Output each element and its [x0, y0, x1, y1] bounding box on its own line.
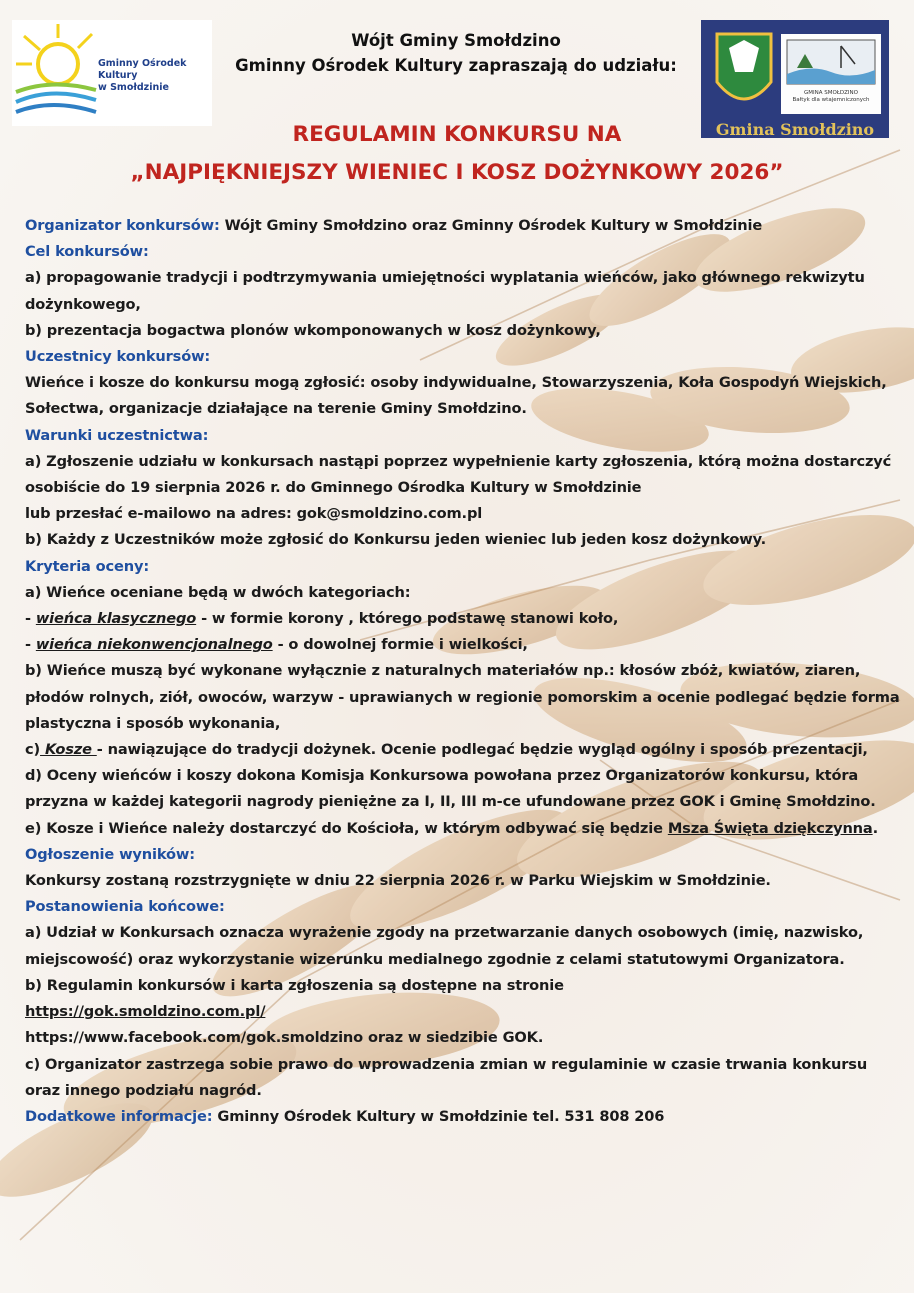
invitation-header	[210, 28, 702, 78]
organizer-paragraph	[25, 213, 900, 239]
criteria-a1-term: wieńca klasycznego	[35, 610, 197, 628]
info-paragraph	[25, 1104, 900, 1130]
gmina-caption: Gmina Smołdzino	[715, 120, 875, 139]
criteria-c-prefix: c)	[25, 741, 41, 759]
criteria-c-term: Kosze	[40, 741, 97, 759]
landscape-icon	[781, 34, 881, 88]
organizer-label: Organizator konkursów:	[25, 217, 220, 234]
criteria-b: b) Wieńce muszą być wykonane wyłącznie z naturalnych materiałów np.: kłosów zbóż, kwiatów, ziaren, płodów rolnych, ziół, owoców, warzyw - uprawianych w regionie pomorskim a ocenie podlegać będzie forma plastyczna i sposób wykonania,	[25, 662, 900, 732]
facebook-link[interactable]: https://www.facebook.com/gok.smoldzino oraz w siedzibie GOK.	[25, 1029, 544, 1047]
participants-label: Uczestnicy konkursów:	[25, 348, 211, 366]
criteria-c-text: - nawiązujące do tradycji dożynek. Ocenie podlegać będzie wygląd ogólny i sposób prezentacji,	[96, 741, 868, 759]
gmina-brand-panel	[781, 34, 881, 114]
criteria-e-text: e) Kosze i Wieńce należy dostarczyć do Kościoła, w którym odbywać się będzie	[25, 819, 668, 837]
final-a: a) Udział w Konkursach oznacza wyrażenie zgody na przetwarzanie danych osobowych (imię, nazwisko, miejscowość) oraz wykorzystanie wizerunku medialnego zgodnie z celami statutowymi Organizatora.	[25, 924, 864, 968]
conditions-label: Warunki uczestnictwa:	[25, 426, 209, 444]
criteria-e-term: Msza Święta dziękczynna	[667, 819, 873, 837]
info-label: Dodatkowe informacje:	[25, 1107, 213, 1125]
coat-of-arms-icon	[709, 24, 779, 120]
criteria-d: d) Oceny wieńców i koszy dokona Komisja Konkursowa powołana przez Organizatorów konkursu, która przyzna w każdej kategorii nagrody pieniężne za I, II, III m-ce ufundowane przez GOK i Gminę Smołdzino.	[25, 767, 876, 811]
organizer-text: Wójt Gminy Smołdzino oraz Gminny Ośrodek Kultury w Smołdzinie	[219, 217, 763, 234]
participants-text: Wieńce i kosze do konkursu mogą zgłosić: osoby indywidualne, Stowarzyszenia, Koła Gospodyń Wiejskich, Sołectwa, organizacje działające na terenie Gminy Smołdzino.	[25, 374, 887, 418]
final-label: Postanowienia końcowe:	[25, 898, 225, 916]
title-line1: REGULAMIN KONKURSU NA	[292, 122, 622, 147]
criteria-a1-prefix: -	[25, 610, 36, 628]
conditions-a2: lub przesłać e-mailowo na adres: gok@smoldzino.com.pl	[25, 505, 483, 523]
criteria-c	[25, 737, 900, 763]
logo-left-line1: Gminny Ośrodek Kultury	[98, 58, 187, 81]
criteria-a2-term: wieńca niekonwencjonalnego	[35, 636, 273, 654]
criteria-a2-prefix: -	[25, 636, 36, 654]
website-link[interactable]: https://gok.smoldzino.com.pl/	[25, 1003, 266, 1021]
regulations-body	[25, 213, 900, 1130]
criteria-label: Kryteria oceny:	[25, 557, 150, 575]
criteria-a1	[25, 606, 900, 632]
goal-a: a) propagowanie tradycji i podtrzymywania umiejętności wyplatania wieńców, jako głównego rekwizytu dożynkowego,	[25, 269, 865, 313]
results-text: Konkursy zostaną rozstrzygnięte w dniu 22 sierpnia 2026 r. w Parku Wiejskim w Smołdzinie.	[25, 872, 771, 890]
goal-label: Cel konkursów:	[25, 243, 149, 261]
conditions-b: b) Każdy z Uczestników może zgłosić do Konkursu jeden wieniec lub jeden kosz dożynkowy.	[25, 531, 767, 549]
page-title	[0, 116, 914, 192]
logo-left-line2: w Smołdzinie	[98, 82, 169, 93]
criteria-e-end: .	[872, 819, 879, 837]
results-label: Ogłoszenie wyników:	[25, 845, 195, 863]
sun-logo-icon	[12, 20, 98, 126]
header-line1: Wójt Gminy Smołdzino	[351, 31, 561, 50]
criteria-a2-text: - o dowolnej formie i wielkości,	[272, 636, 528, 654]
criteria-a: a) Wieńce oceniane będą w dwóch kategoriach:	[25, 583, 411, 601]
conditions-a1: a) Zgłoszenie udziału w konkursach nastąpi poprzez wypełnienie karty zgłoszenia, którą można dostarczyć osobiście do 19 sierpnia 2026 r. do Gminnego Ośrodka Kultury w Smołdzinie	[25, 452, 892, 497]
gok-logo	[12, 20, 212, 126]
goal-b: b) prezentacja bogactwa plonów wkomponowanych w kosz dożynkowy,	[25, 321, 601, 339]
info-text: Gminny Ośrodek Kultury w Smołdzinie tel. 531 808 206	[212, 1107, 665, 1125]
brand-line1: GMINA SMOŁDZINO	[804, 90, 858, 96]
criteria-a1-text: - w formie korony , którego podstawę stanowi koło,	[196, 610, 619, 628]
criteria-a2	[25, 632, 900, 658]
criteria-e	[25, 816, 900, 842]
title-line2: „NAJPIĘKNIEJSZY WIENIEC I KOSZ DOŻYNKOWY 2026”	[130, 160, 784, 185]
final-c: c) Organizator zastrzega sobie prawo do wprowadzenia zmian w regulaminie w czasie trwania konkursu oraz innego podziału nagród.	[25, 1055, 868, 1099]
brand-line2: Bałtyk dla wtajemniczonych	[792, 97, 870, 103]
final-b: b) Regulamin konkursów i karta zgłoszenia są dostępne na stronie	[25, 976, 564, 994]
header-line2: Gminny Ośrodek Kultury zapraszają do udziału:	[235, 56, 677, 75]
